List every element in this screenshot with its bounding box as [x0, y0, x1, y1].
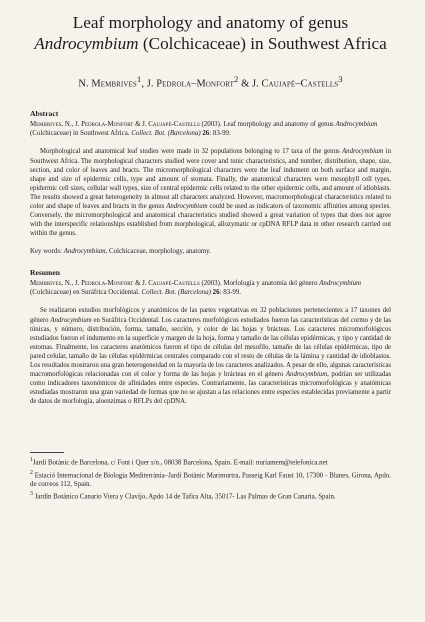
footnote-rule — [30, 452, 64, 453]
author-1-initial: N. — [78, 78, 92, 90]
abstract-cite-journal: Collect. Bot. (Barcelona) — [131, 130, 201, 138]
abstract-cite-volume: 26 — [202, 130, 210, 138]
resumen-cite-text-2: (Colchicaceae) en Suráfrica Occidental. — [30, 289, 142, 297]
resumen-body — [30, 306, 391, 406]
author-2-initial: , J. — [141, 78, 157, 90]
footnote-3-text: Jardín Botánico Canario Viera y Clavijo, Apdo 14 de Tafira Alta, 35017- Las Palmas de Gran Canaria, Spain. — [32, 493, 336, 501]
resumen-body-part-1: Se realizaron estudios morfológicos y anatómicos de las partes vegetativas en 32 poblaciones pertenecientes a 17 taxones del género — [30, 307, 391, 324]
resumen-cite-text-1: (2003). Morfología y anatomía del género — [199, 280, 320, 288]
abstract-body — [30, 147, 391, 238]
footnote-2-marker: 2 — [30, 469, 33, 476]
author-1-affiliation: 1 — [136, 74, 142, 84]
title-genus: Androcymbium — [34, 34, 139, 53]
title-line-1: Leaf morphology and anatomy of genus — [72, 13, 349, 32]
keywords-genus: Androcymbium — [63, 248, 106, 256]
paper-title — [30, 12, 391, 54]
author-2-affiliation: 2 — [233, 74, 239, 84]
resumen-cite-volume: 26 — [212, 289, 220, 297]
abstract-cite-genus: Androcymbium — [335, 121, 378, 129]
resumen-body-part-3: , podrían ser utilizadas como indicadores taxonómicos de afinidades entre especies. Contrariamente, las características micromorfológicas y anatómicas estudiadas mostraron una gran variedad de formas que no se ajustan a las relaciones entre especies establecidas previamente a partir de datos de morfología, aloenzimas o RFLPs del cpDNA. — [30, 371, 391, 406]
resumen-cite-authors: Membrives, N., J. Pedrola-Monfort & J. Caujapé-Castells — [30, 280, 200, 288]
abstract-cite-pages: : 83-99. — [209, 130, 231, 138]
footnote-1 — [30, 456, 391, 467]
abstract-body-part-2: in Southwest Africa. The morphological characters studied were cover and tunic characteristics, and number, distribution, shape, size, section, and color of leaves and bracts. The micromorphological characters were the leaf indument on both surface and margin, shape and size of epidermic cells, type and amount of stomata. Finally, the anatomical characters were mesophyll cell types, epidermic cell sizes, cellular wall types, size of central epidermic cells related to the other epidermic cells, and amount of idioblasts. The results showed a great heterogeneity in almost all characters analyzed. However, macromorphological characteristics related to color and shape of leaves and bracts in the genus — [30, 148, 391, 211]
resumen-cite-genus: Androcymbium — [319, 280, 362, 288]
author-1-surname: Membrives — [91, 78, 137, 90]
abstract-body-genus-1: Androcymbium — [342, 148, 384, 156]
resumen-body-genus-1: Androcymbium — [50, 316, 92, 324]
author-3-surname: Caujapé–Castells — [261, 78, 339, 90]
footnote-1-marker: 1 — [30, 457, 33, 464]
resumen-body-part-2: en Suráfrica Occidental. Los caracteres morfológicos estudiados fueron las características del cormo y de las túnicas, y número, distribución, forma, tamaño, sección, y color de las hojas y brácteas. Los caracteres micromorfológicos estudiados fueron el indumento en la superficie y margen de la hoja, forma y tamaño de las células epidérmicas, y tipo y cantidad de estomas. Finalmente, los caracteres anatómicos fueron el tipo de células del mesofilo, tamaño de las células epidérmicas, tipo de pared celular, tamaño de las células epidérmicas centrales comparado con el resto de células de la lámina y cantidad de idioblastos. Los resultados mostraron una gran heterogeneidad en la mayoría de los caracteres analizados. A pesar de ello, algunas características macromorfológicas relacionadas con el color y forma de las hojas y brácteas en el género — [30, 316, 391, 379]
footnote-3-marker: 3 — [30, 491, 33, 498]
author-list — [30, 74, 391, 89]
resumen-cite-journal: Collect. Bot. (Barcelona) — [141, 289, 211, 297]
keywords-label: Key words: — [30, 248, 64, 256]
resumen-body-genus-2: Androcymbium — [285, 371, 328, 379]
footnote-3 — [30, 490, 391, 501]
keywords-rest: , Colchicaceae, morphology, anatomy. — [105, 248, 211, 256]
author-3-affiliation: 3 — [338, 74, 343, 84]
abstract-cite-text-1: (2003). Leaf morphology and anatomy of genus — [199, 121, 336, 129]
resumen-heading: Resumen — [30, 268, 60, 278]
resumen-citation — [30, 279, 391, 297]
footnote-1-text: Jardí Botànic de Barcelona, c/ Font i Quer s/n., 08038 Barcelona, Spain. E-mail: nuriamem@telefonica.net — [32, 459, 328, 467]
abstract-body-part-3: could be used as indicators of taxonomic affinities among species. Conversely, the micromorphological and anatomical characteristics studied showed a great variation of types that does not agree with the interspecific relationships established from morphological, allozymatic or cpDNA RFLP data in other research carried out within the genus. — [30, 203, 391, 238]
keywords — [30, 247, 391, 256]
title-line-2 — [30, 33, 391, 54]
abstract-cite-text-2: (Colchicaceae) in Southwest Africa. — [30, 130, 132, 138]
footnote-2 — [30, 469, 391, 489]
author-2-surname: Pedrola–Monfort — [156, 78, 234, 90]
abstract-citation — [30, 120, 391, 138]
abstract-body-genus-2: Androcymbium — [166, 203, 208, 211]
title-line-2-rest: (Colchicaceae) in Southwest Africa — [138, 34, 387, 53]
author-3-initial: & J. — [238, 78, 262, 90]
abstract-body-part-1: Morphological and anatomical leaf studies were made in 32 populations belonging to 17 taxa of the genus — [40, 148, 343, 156]
resumen-cite-pages: : 83-99. — [219, 289, 241, 297]
paper-page — [0, 12, 425, 622]
footnote-2-text: Estació Internacional de Biologia Mediterrània–Jardí Botànic Marimurtra, Passeig Karl Faust 10, 17300 - Blanes, Girona, Apdo. de correos 112, Spain. — [30, 472, 391, 489]
abstract-cite-authors: Membrives, N., J. Pedrola-Monfort & J. Caujapé-Castells — [30, 121, 200, 129]
abstract-heading: Abstract — [30, 109, 59, 119]
